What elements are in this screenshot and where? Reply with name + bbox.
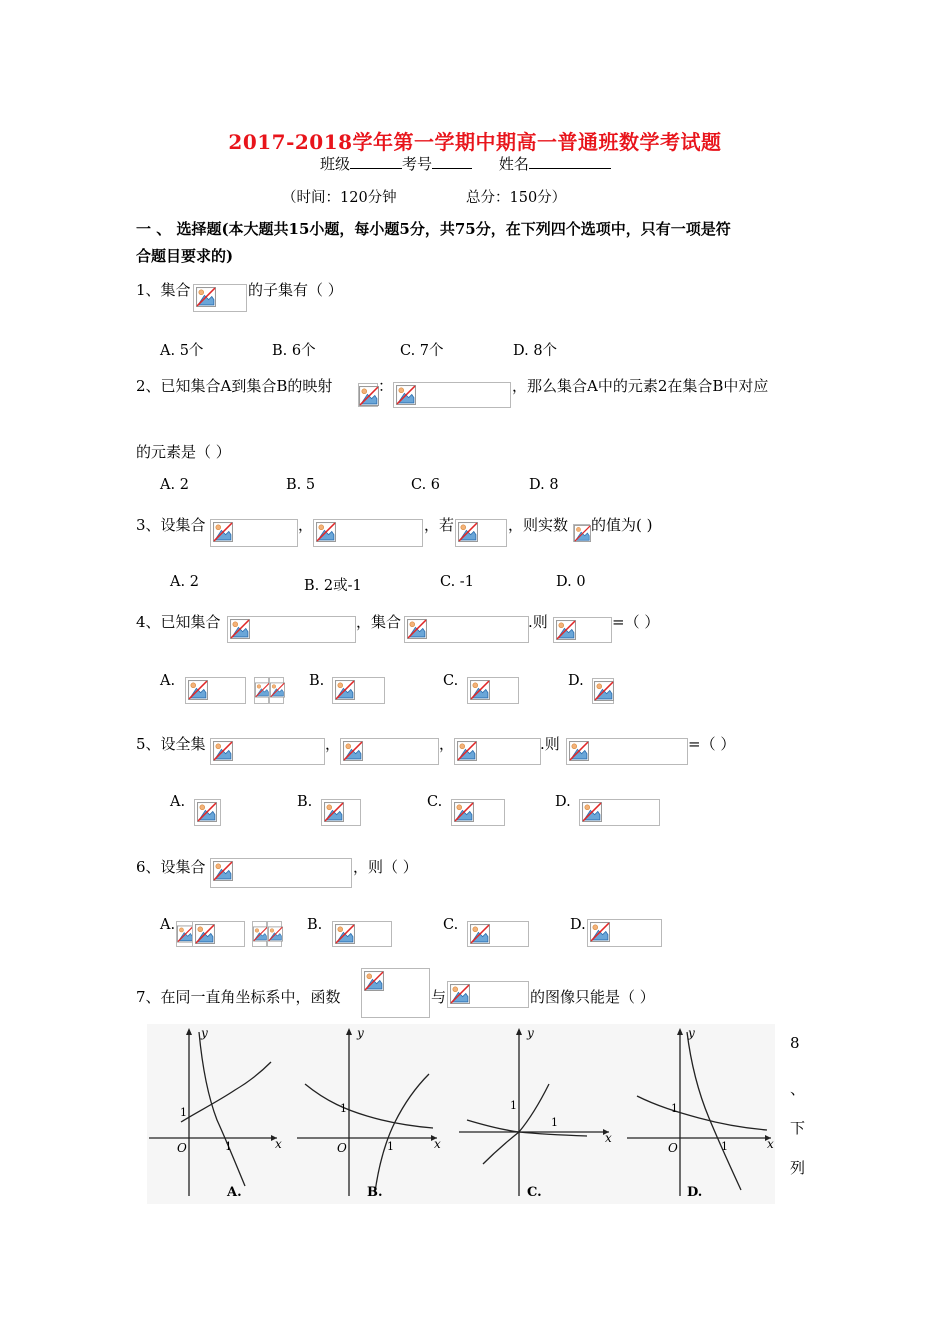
q4-option-a-image (185, 677, 246, 704)
q1-option-a: A. 5个 (160, 343, 204, 359)
broken-image-icon (213, 522, 233, 542)
q5-option-a: A. (170, 794, 186, 810)
graph-d-x-label: x (767, 1137, 774, 1151)
q6-prefix: 6、设集合 (136, 858, 206, 876)
q2-option-b: B. 5 (286, 477, 316, 493)
q1-option-b: B. 6个 (272, 343, 316, 359)
q1-suffix: 的子集有（ ） (248, 281, 343, 299)
q6-option-a-image-4 (267, 921, 282, 947)
q5-then: .则 (540, 735, 560, 753)
q6-option-c: C. (443, 917, 459, 933)
page-title: 2017-2018学年第一学期中期高一普通班数学考试题 (228, 130, 722, 154)
score-label: 总分：150分） (466, 190, 567, 206)
graph-c-one-x: 1 (551, 1116, 558, 1129)
graph-a-one-x: 1 (225, 1140, 232, 1153)
graph-b-one-x: 1 (387, 1140, 394, 1153)
graph-a (149, 1026, 282, 1200)
broken-image-icon (335, 680, 355, 700)
q3-comma: ， (298, 516, 314, 534)
broken-image-icon (407, 619, 427, 639)
q3-option-c: C. -1 (440, 574, 474, 590)
q6-option-b-image (332, 921, 392, 947)
broken-image-icon (324, 802, 344, 822)
q5-set-a-image (340, 738, 439, 765)
broken-image-icon (196, 287, 216, 307)
q8-fragment-4: 列 (790, 1159, 806, 1177)
class-label: 班级 (320, 155, 351, 173)
q7-and: 与 (431, 988, 447, 1006)
q4-option-d: D. (568, 673, 584, 689)
broken-image-icon (316, 522, 336, 542)
q2-map-image (358, 383, 378, 407)
q3-set-a-image (210, 519, 298, 547)
graph-a-one-y: 1 (180, 1106, 187, 1119)
graph-a-label: A. (227, 1185, 242, 1200)
exam-no-blank (432, 168, 472, 169)
graph-a-origin: O (177, 1141, 187, 1155)
q3-condition-image (455, 519, 507, 547)
q4-then: .则 (528, 613, 548, 631)
broken-image-icon (195, 924, 215, 944)
q5-suffix: =（ ） (688, 735, 736, 753)
graph-a-x-label: x (275, 1137, 282, 1151)
arrow-icon (186, 1028, 192, 1035)
graph-c (459, 1026, 612, 1200)
exam-no-label: 考号 (402, 155, 433, 173)
q8-fragment-2: 、 (790, 1080, 806, 1098)
q7-function-2-image (447, 981, 529, 1008)
q5-comma-2: ， (439, 735, 455, 753)
class-blank (350, 168, 402, 169)
q2-line2: 的元素是（ ） (136, 443, 231, 461)
q3-then: ，则实数 (508, 516, 569, 534)
graph-c-label: C. (527, 1185, 542, 1200)
q5-option-d-image (579, 799, 660, 826)
broken-image-icon (213, 861, 233, 881)
q5-set-b-image (454, 738, 541, 765)
graph-c-one-y: 1 (510, 1099, 517, 1112)
broken-image-icon (450, 984, 470, 1004)
q4-option-a-image-2 (254, 677, 269, 704)
graph-b (297, 1026, 441, 1200)
broken-image-icon (364, 971, 384, 991)
arrow-icon (516, 1028, 522, 1035)
broken-image-icon (270, 680, 290, 700)
q4-suffix: =（ ） (612, 613, 660, 631)
q2-suffix: ，那么集合A中的元素2在集合B中对应 (512, 377, 769, 395)
broken-image-icon (335, 924, 355, 944)
broken-image-icon (458, 522, 478, 542)
broken-image-icon (569, 741, 589, 761)
graph-d-origin: O (668, 1141, 678, 1155)
q5-option-b: B. (297, 794, 313, 810)
q3-option-b: B. 2或-1 (304, 578, 362, 594)
q7-graphs-figure (147, 1024, 775, 1204)
graph-b-x-label: x (434, 1137, 441, 1151)
q4-option-a: A. (160, 673, 176, 689)
graph-d-curve-2 (687, 1032, 741, 1190)
q1-formula-image (193, 284, 247, 312)
name-label: 姓名 (498, 155, 529, 173)
class-field (320, 153, 611, 174)
q2-option-c: C. 6 (411, 477, 441, 493)
graph-b-curve-2 (375, 1074, 429, 1192)
q6-option-a-image-2 (192, 921, 245, 947)
broken-image-icon (396, 385, 416, 405)
broken-image-icon (359, 386, 379, 406)
name-blank (529, 168, 611, 169)
q4-mid: ，集合 (356, 613, 402, 631)
q5-comma-1: ， (325, 735, 341, 753)
q8-fragment-3: 下 (790, 1119, 806, 1137)
q4-option-b: B. (309, 673, 325, 689)
broken-image-icon (230, 619, 250, 639)
graph-b-label: B. (367, 1185, 383, 1200)
broken-image-icon (556, 620, 576, 640)
q6-option-c-image (467, 921, 529, 947)
q3-option-a: A. 2 (170, 574, 199, 590)
broken-image-icon (470, 680, 490, 700)
graph-d-y-label: y (688, 1026, 695, 1040)
q5-option-d: D. (555, 794, 571, 810)
q4-option-c: C. (443, 673, 459, 689)
q5-option-b-image (321, 799, 361, 826)
q5-universal-set-image (210, 738, 325, 765)
q5-prefix: 5、设全集 (136, 735, 206, 753)
q7-function-1-image (361, 968, 430, 1018)
q2-formula-image (393, 382, 511, 408)
graph-c-x-label: x (605, 1131, 612, 1145)
graph-d-one-y: 1 (671, 1102, 678, 1115)
q6-option-b: B. (307, 917, 323, 933)
broken-image-icon (197, 802, 217, 822)
graph-d (627, 1026, 774, 1200)
q4-option-c-image (467, 677, 519, 704)
q2-colon: ： (378, 377, 394, 395)
q4-option-d-image (592, 678, 614, 704)
broken-image-icon (213, 741, 233, 761)
q5-option-a-image (194, 799, 221, 826)
graph-b-origin: O (337, 1141, 347, 1155)
q3-suffix: 的值为( ) (591, 516, 653, 534)
broken-image-icon (268, 924, 288, 944)
q1-option-d: D. 8个 (513, 343, 558, 359)
broken-image-icon (457, 741, 477, 761)
graph-c-y-label: y (527, 1026, 534, 1040)
q3-option-d: D. 0 (556, 574, 586, 590)
q6-option-d: D. (570, 917, 586, 933)
q6-option-a: A. (160, 917, 176, 933)
q3-prefix: 3、设集合 (136, 516, 206, 534)
q2-option-a: A. 2 (160, 477, 189, 493)
graph-b-one-y: 1 (340, 1102, 347, 1115)
q6-option-a-image-3 (252, 921, 267, 947)
q7-prefix: 7、在同一直角坐标系中，函数 (136, 988, 341, 1006)
arrow-icon (346, 1028, 352, 1035)
graph-b-y-label: y (357, 1026, 364, 1040)
q4-option-a-image-3 (269, 677, 284, 704)
q1-option-c: C. 7个 (400, 343, 444, 359)
broken-image-icon (594, 681, 614, 701)
broken-image-icon (470, 924, 490, 944)
q4-option-b-image (332, 677, 385, 704)
graph-c-curve-2 (483, 1084, 549, 1164)
q3-if: ，若 (424, 516, 455, 534)
q4-set-b-image (404, 616, 529, 643)
q6-option-d-image (587, 919, 662, 947)
broken-image-icon (590, 922, 610, 942)
q6-option-a-image-1 (176, 921, 193, 947)
q4-prefix: 4、已知集合 (136, 613, 221, 631)
graph-a-curve-1 (181, 1062, 271, 1122)
graph-d-one-x: 1 (721, 1140, 728, 1153)
broken-image-icon (188, 680, 208, 700)
time-label: （时间：120分钟 (282, 190, 397, 206)
q4-set-a-image (227, 616, 356, 643)
q2-option-d: D. 8 (529, 477, 559, 493)
graph-a-curve-2 (199, 1032, 245, 1186)
section-heading-cont: 合题目要求的) (136, 247, 234, 265)
q4-expression-image (553, 617, 612, 643)
q3-set-b-image (313, 519, 423, 547)
arrow-icon (677, 1028, 683, 1035)
broken-image-icon (582, 802, 602, 822)
q6-suffix: ，则（ ） (353, 858, 418, 876)
q3-variable-image (573, 524, 590, 542)
q2-prefix: 2、已知集合A到集合B的映射 (136, 377, 333, 395)
q8-fragment-1: 8 (790, 1034, 800, 1052)
q6-set-image (210, 858, 352, 888)
q5-expression-image (566, 738, 688, 765)
broken-image-icon (454, 802, 474, 822)
graph-d-label: D. (687, 1185, 703, 1200)
q7-suffix: 的图像只能是（ ） (530, 988, 655, 1006)
q5-option-c-image (451, 799, 505, 826)
q1-prefix: 1、集合 (136, 281, 191, 299)
graph-a-y-label: y (201, 1026, 208, 1040)
broken-image-icon (343, 741, 363, 761)
section-heading: 一 、 选择题(本大题共15小题，每小题5分，共75分，在下列四个选项中，只有一项是符 (136, 220, 731, 238)
q5-option-c: C. (427, 794, 443, 810)
